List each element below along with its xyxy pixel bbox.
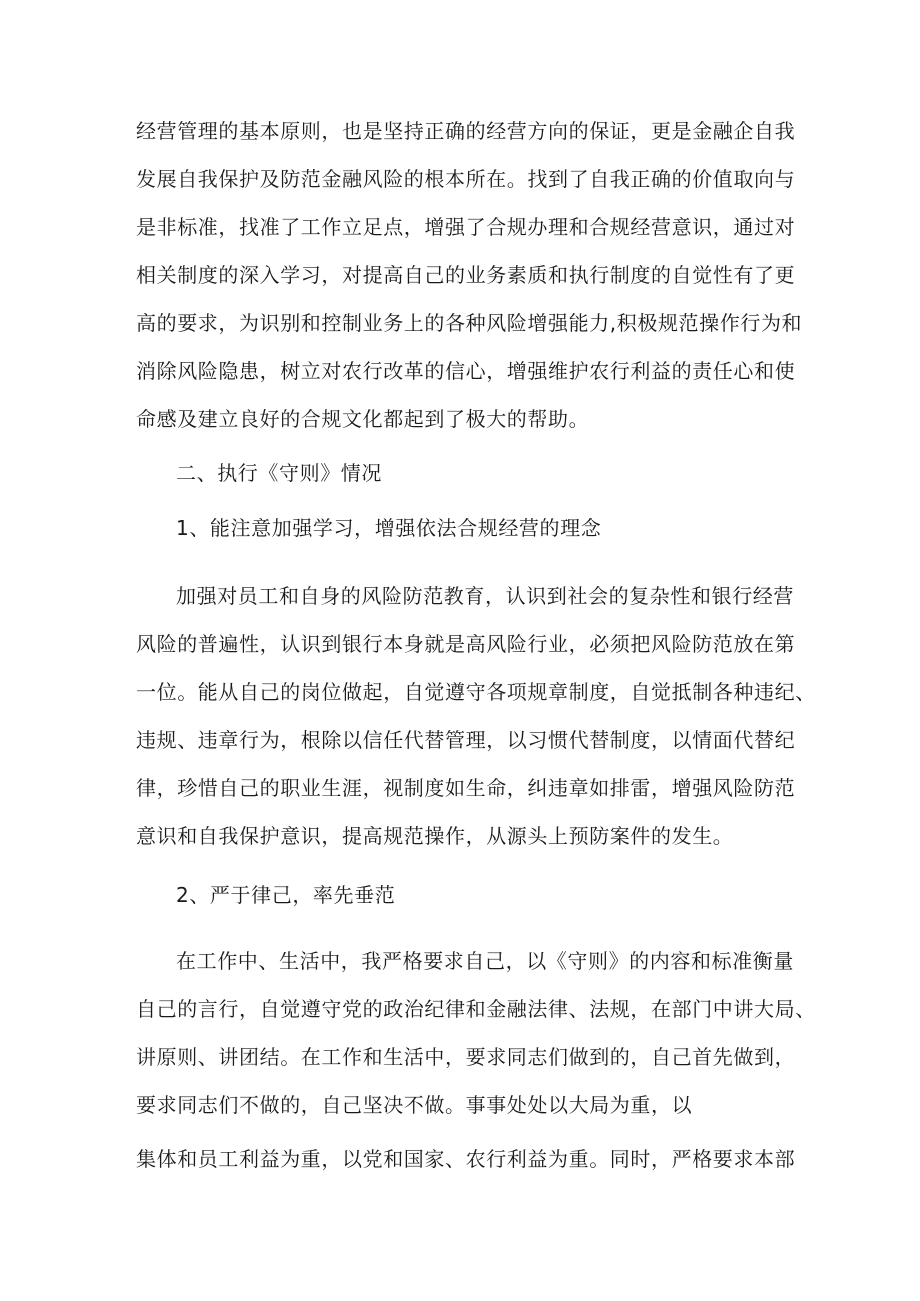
paragraph-line: 加强对员工和自身的风险防范教育，认识到社会的复杂性和银行经营 [176, 584, 794, 608]
paragraph-line: 一位。能从自己的岗位做起，自觉遵守各项规章制度，自觉抵制各种违纪、 [136, 680, 816, 704]
paragraph-line: 讲原则、讲团结。在工作和生活中，要求同志们做到的，自己首先做到， [136, 1045, 796, 1069]
paragraph-line: 意识和自我保护意识，提高规范操作，从源头上预防案件的发生。 [136, 824, 734, 848]
paragraph-line: 自己的言行，自觉遵守党的政治纪律和金融法律、法规，在部门中讲大局、 [136, 997, 816, 1021]
paragraph-line: 消除风险隐患，树立对农行改革的信心，增强维护农行利益的责任心和使 [136, 359, 796, 383]
paragraph-line: 相关制度的深入学习，对提高自己的业务素质和执行制度的自觉性有了更 [136, 263, 796, 287]
paragraph-line: 要求同志们不做的，自己坚决不做。事事处处以大局为重，以 [136, 1093, 693, 1117]
paragraph-line: 集体和员工利益为重，以党和国家、农行利益为重。同时，严格要求本部 [136, 1147, 796, 1171]
subsection-heading: 1、能注意加强学习，增强依法合规经营的理念 [176, 516, 602, 540]
paragraph-line: 发展自我保护及防范金融风险的根本所在。找到了自我正确的价值取向与 [136, 167, 796, 191]
section-heading: 二、执行《守则》情况 [176, 461, 382, 485]
paragraph-line: 经营管理的基本原则，也是坚持正确的经营方向的保证，更是金融企自我 [136, 119, 796, 143]
paragraph-line: 违规、违章行为，根除以信任代替管理，以习惯代替制度，以情面代替纪 [136, 728, 796, 752]
paragraph-line: 命感及建立良好的合规文化都起到了极大的帮助。 [136, 407, 590, 431]
subsection-heading: 2、严于律己，率先垂范 [176, 883, 396, 907]
paragraph-line: 在工作中、生活中，我严格要求自己，以《守则》的内容和标准衡量 [176, 949, 794, 973]
paragraph-line: 高的要求，为识别和控制业务上的各种风险增强能力,积极规范操作行为和 [136, 311, 803, 335]
paragraph-line: 律，珍惜自己的职业生涯，视制度如生命，纠违章如排雷，增强风险防范 [136, 776, 796, 800]
paragraph-line: 是非标准，找准了工作立足点，增强了合规办理和合规经营意识，通过对 [136, 215, 796, 239]
paragraph-line: 风险的普遍性，认识到银行本身就是高风险行业，必须把风险防范放在第 [136, 632, 796, 656]
